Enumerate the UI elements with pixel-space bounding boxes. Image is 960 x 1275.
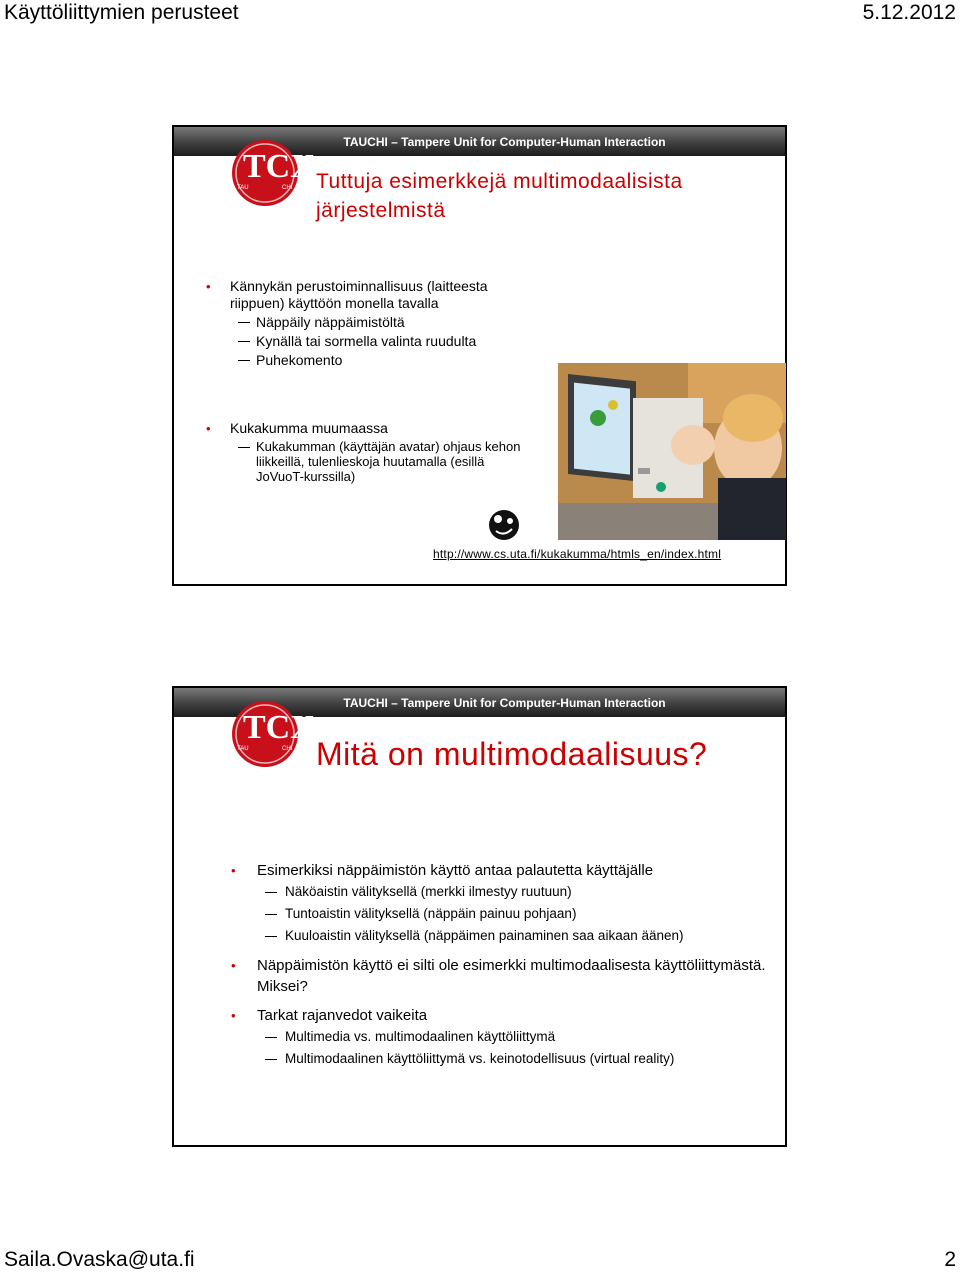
page-number: 2 — [944, 1248, 956, 1271]
slide-banner: TAUCHI – Tampere Unit for Computer-Human Interaction — [174, 688, 785, 717]
svg-text:TCX: TCX — [243, 709, 315, 746]
sub-bullet-item: Kuuloaistin välityksellä (näppäimen painaminen saa aikaan äänen) — [231, 925, 771, 947]
sub-bullet-item: Multimedia vs. multimodaalinen käyttöliittymä — [231, 1026, 771, 1048]
sub-bullet-item: Multimodaalinen käyttöliittymä vs. keinotodellisuus (virtual reality) — [231, 1048, 771, 1070]
svg-text:CHI: CHI — [282, 746, 293, 752]
bullet-item: • Kännykän perustoiminnallisuus (laitteesta riippuen) käyttöön monella tavalla — [206, 278, 526, 312]
slide-2 — [172, 686, 787, 1147]
kukakumma-icon — [486, 507, 522, 543]
bullet-item: • Kukakumma muumaassa — [206, 420, 526, 437]
slide-banner: TAUCHI – Tampere Unit for Computer-Human Interaction — [174, 127, 785, 156]
tauchi-logo-icon — [229, 698, 315, 770]
bullet-group — [206, 278, 526, 369]
sub-bullet-item: Näköaistin välityksellä (merkki ilmestyy ruutuun) — [231, 881, 771, 903]
bullet-item: • Tarkat rajanvedot vaikeita — [231, 1005, 771, 1026]
slide-title: Tuttuja esimerkkejä multimodaalisista järjestelmistä — [316, 170, 683, 222]
bullet-item: • Esimerkiksi näppäimistön käyttö antaa palautetta käyttäjälle — [231, 860, 771, 881]
document-title: Käyttöliittymien perusteet — [4, 1, 239, 24]
bullet-group — [206, 420, 526, 484]
slide-title: Mitä on multimodaalisuus? — [316, 736, 708, 772]
sub-bullet-item: Näppäily näppäimistöltä — [206, 314, 526, 331]
svg-text:TAU: TAU — [237, 746, 249, 752]
sub-bullet-item: Tuntoaistin välityksellä (näppäin painuu pohjaan) — [231, 903, 771, 925]
sub-bullet-item: Kynällä tai sormella valinta ruudulta — [206, 333, 526, 350]
slide-1 — [172, 125, 787, 586]
sub-bullet-item: Puhekomento — [206, 352, 526, 369]
kukakumma-link[interactable]: http://www.cs.uta.fi/kukakumma/htmls_en/index.html — [433, 547, 722, 561]
author-email: Saila.Ovaska@uta.fi — [4, 1248, 195, 1271]
svg-text:CHI: CHI — [282, 185, 293, 191]
svg-text:TAU: TAU — [237, 185, 249, 191]
svg-text:TCX: TCX — [243, 148, 315, 185]
sub-bullet-item: Kukakumman (käyttäjän avatar) ohjaus kehon liikkeillä, tulenlieskoja huutamalla (esillä JoVuoT-kurssilla) — [206, 439, 526, 484]
bullet-group — [231, 860, 771, 1070]
tauchi-logo-icon — [229, 137, 315, 209]
bullet-item: • Näppäimistön käyttö ei silti ole esimerkki multimodaalisesta käyttöliittymästä. Miksei? — [231, 955, 771, 997]
child-at-computer-photo — [558, 363, 786, 540]
document-date: 5.12.2012 — [862, 1, 956, 24]
